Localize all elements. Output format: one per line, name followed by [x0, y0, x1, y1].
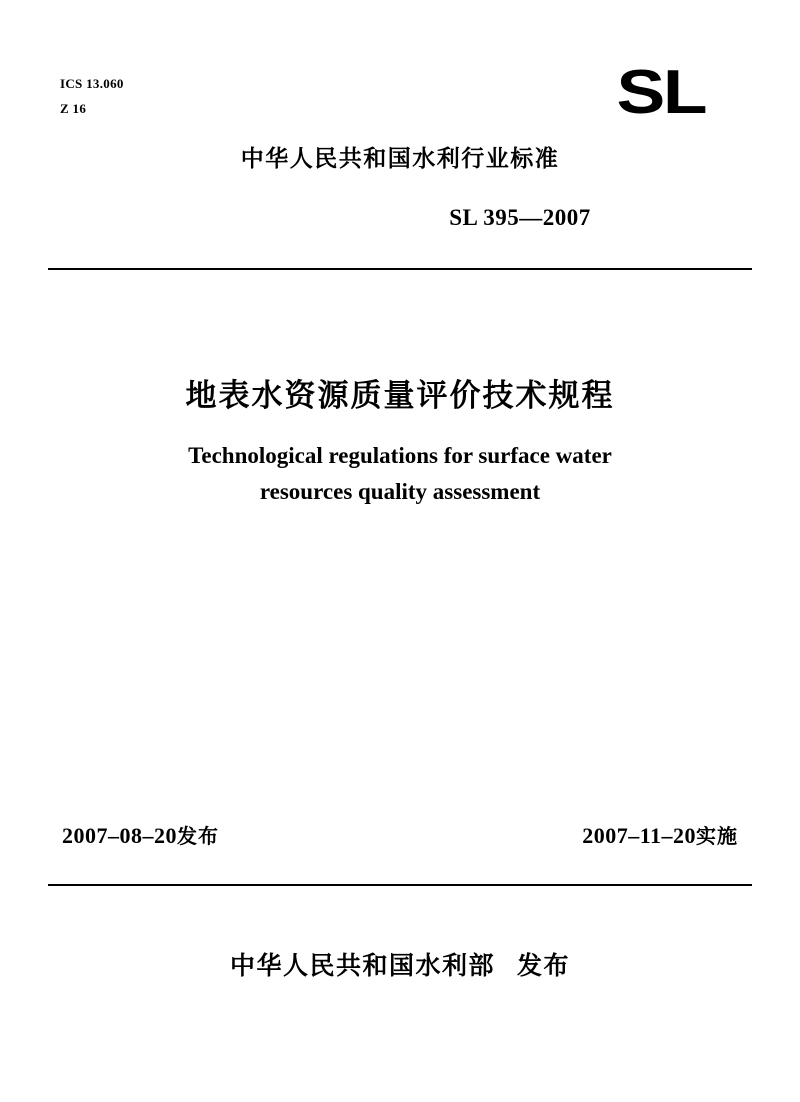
issue-date-group: [62, 820, 219, 849]
ics-block: [60, 72, 124, 121]
classification-code: Z 16: [60, 100, 87, 116]
effective-date: 2007–11–20: [582, 823, 696, 848]
issue-date: 2007–08–20: [62, 823, 177, 848]
document-title-english-line2: resources quality assessment: [259, 478, 541, 504]
document-title-chinese: 地表水资源质量评价技术规程: [185, 378, 615, 414]
standard-number: SL 395—2007: [449, 205, 591, 230]
standard-organization-title: 中华人民共和国水利行业标准: [240, 146, 560, 172]
divider-bottom: [48, 884, 752, 886]
document-title-english-line1: Technological regulations for surface water: [188, 443, 612, 468]
publisher-action: 发布: [517, 951, 571, 980]
divider-top: [48, 268, 752, 270]
document-title-english: [0, 438, 800, 509]
publisher-line: [0, 946, 800, 982]
publisher-name: 中华人民共和国水利部: [229, 951, 495, 980]
sl-logo: SL: [616, 58, 705, 127]
dates-row: [62, 820, 738, 849]
effective-date-label: 实施: [696, 824, 738, 848]
ics-code: ICS 13.060: [60, 76, 124, 91]
effective-date-group: [582, 820, 738, 849]
issue-date-label: 发布: [177, 824, 219, 848]
